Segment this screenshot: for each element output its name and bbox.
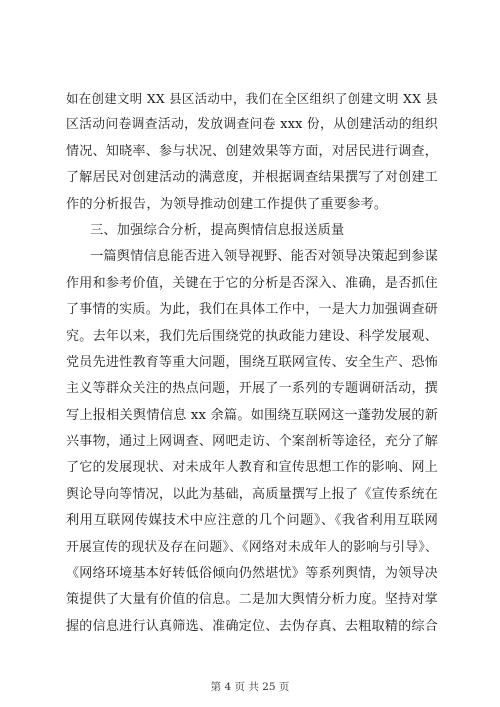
text-line: 一篇舆情信息能否进入领导视野、能否对领导决策起到参谋 [90,249,438,265]
text-line: 党员先进性教育等重大问题，围绕互联网宣传、安全生产、恐怖 [66,354,438,370]
text-line: 握的信息进行认真筛选、准确定位、去伪存真、去粗取精的综合 [66,618,438,634]
page-footer: 第 4 页 共 25 页 [210,681,290,693]
text-line: 《网络环境基本好转低俗倾向仍然堪忧》等系列舆情，为领导决 [66,566,438,582]
text-line: 区活动问卷调查活动，发放调查问卷 xxx 份，从创建活动的组织 [66,117,438,133]
text-line: 究。去年以来，我们先后围绕党的执政能力建设、科学发展观、 [66,328,438,344]
text-line: 利用互联网传媒技术中应注意的几个问题》、《我省利用互联网 [66,513,438,529]
text-line: 主义等群众关注的热点问题，开展了一系列的专题调研活动，撰 [66,381,438,397]
section-heading: 三、加强综合分析，提高舆情信息报送质量 [90,222,345,238]
text-line: 如在创建文明 XX 县区活动中，我们在全区组织了创建文明 XX 县 [66,91,438,106]
text-line: 了解居民对创建活动的满意度，并根据调查结果撰写了对创建工 [66,170,438,186]
text-line: 作的分析报告，为领导推动创建工作提供了重要参考。 [66,196,388,212]
text-line: 了它的发展现状、对未成年人教育和宣传思想工作的影响、网上 [66,460,438,476]
text-line: 兴事物，通过上网调查、网吧走访、个案剖析等途径，充分了解 [66,434,438,450]
text-line: 舆论导向等情况，以此为基础，高质量撰写上报了《宣传系统在 [66,486,438,502]
text-line: 写上报相关舆情信息 xx 余篇。如围绕互联网这一蓬勃发展的新 [66,407,438,423]
text-line: 作用和参考价值，关键在于它的分析是否深入、准确，是否抓住 [66,275,438,291]
text-line: 策提供了大量有价值的信息。二是加大舆情分析力度。坚持对掌 [66,592,438,608]
document-body [66,86,438,640]
text-line: 开展宣传的现状及存在问题》、《网络对未成年人的影响与引导》、 [66,539,438,555]
text-line: 了事情的实质。为此，我们在具体工作中，一是大力加强调查研 [66,302,438,318]
text-line: 情况、知晓率、参与状况、创建效果等方面，对居民进行调查， [66,143,438,159]
